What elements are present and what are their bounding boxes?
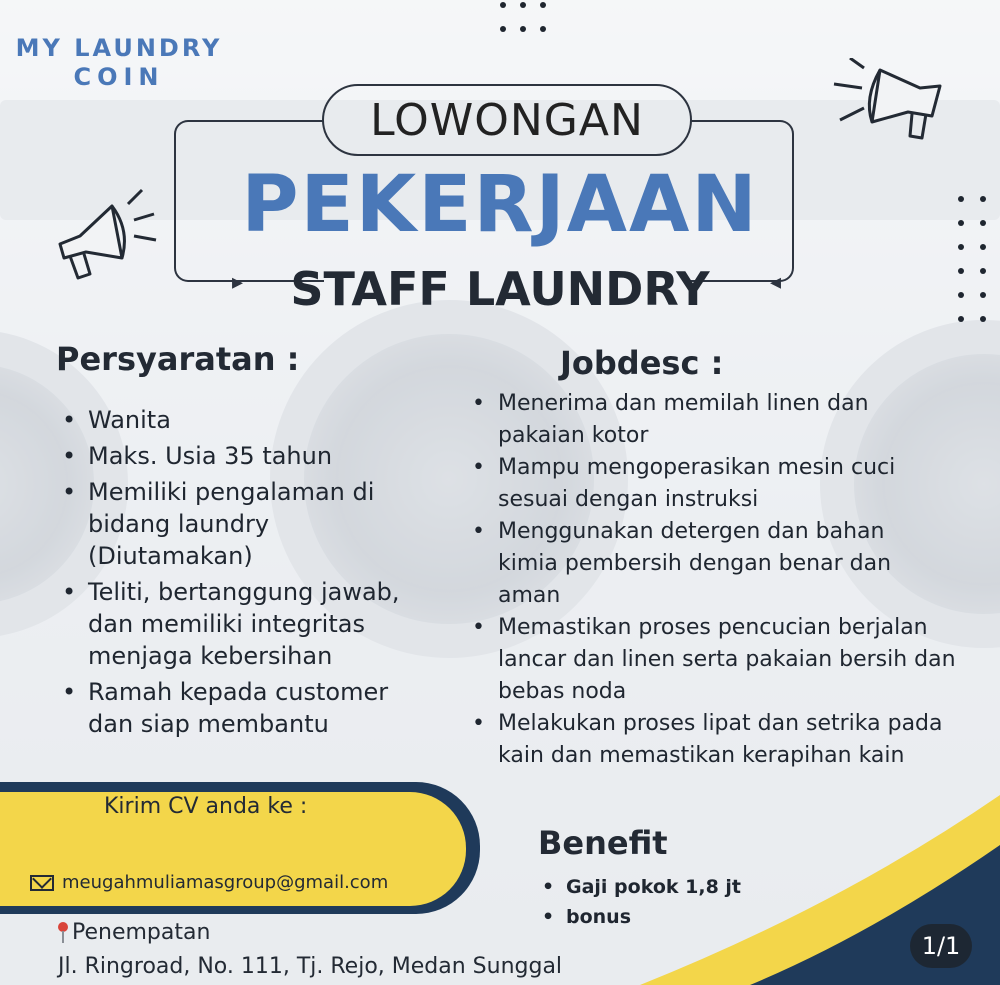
jobdesc-heading: Jobdesc :	[560, 344, 724, 382]
list-item: • Maks. Usia 35 tahun	[60, 440, 440, 472]
requirements-list	[60, 404, 440, 744]
brand-logo	[10, 34, 228, 92]
arrow-right-icon: ▸	[232, 270, 244, 295]
list-item: • Menerima dan memilah linen dan pakaian kotor	[470, 388, 898, 452]
requirements-heading: Persyaratan :	[56, 340, 300, 378]
placement-label: Penempatan	[72, 920, 211, 945]
list-item: • Ramah kepada customer dan siap membantu	[60, 676, 418, 740]
list-item: • Memiliki pengalaman di bidang laundry (Diutamakan)	[60, 476, 388, 572]
page-subtitle: STAFF LAUNDRY	[290, 262, 710, 316]
placement-label-row	[58, 920, 210, 945]
pin-icon	[58, 922, 68, 944]
cv-label: Kirim CV anda ke :	[104, 794, 308, 819]
list-item: • Wanita	[60, 404, 440, 436]
cv-email: meugahmuliamasgroup@gmail.com	[62, 872, 389, 893]
megaphone-icon	[50, 186, 170, 286]
list-item: • Mampu mengoperasikan mesin cuci sesuai dengan instruksi	[470, 452, 928, 516]
list-item: • Gaji pokok 1,8 jt	[540, 872, 741, 902]
list-item: • Teliti, bertanggung jawab, dan memiliki integritas menjaga kebersihan	[60, 576, 408, 672]
benefit-heading: Benefit	[538, 824, 668, 862]
list-item: • Memastikan proses pencucian berjalan lancar dan linen serta pakaian bersih dan bebas noda	[470, 612, 968, 708]
megaphone-icon	[820, 58, 950, 148]
cv-email-row	[30, 872, 388, 893]
placement-address: Jl. Ringroad, No. 111, Tj. Rejo, Medan Sunggal	[58, 954, 563, 979]
list-item: • bonus	[540, 902, 741, 932]
list-item: • Melakukan proses lipat dan setrika pada kain dan memastikan kerapihan kain	[470, 708, 968, 772]
arrow-left-icon: ◂	[770, 270, 782, 295]
list-item: • Menggunakan detergen dan bahan kimia pembersih dengan benar dan aman	[470, 516, 938, 612]
image-counter: 1/1	[910, 924, 972, 968]
benefit-list	[540, 872, 741, 932]
page-title: PEKERJAAN	[241, 160, 759, 250]
logo-line2: COIN	[73, 63, 165, 91]
mail-icon	[30, 875, 54, 891]
header-pill: LOWONGAN	[322, 84, 692, 156]
jobdesc-list	[470, 388, 970, 772]
logo-line1: MY LAUNDRY	[15, 34, 223, 62]
